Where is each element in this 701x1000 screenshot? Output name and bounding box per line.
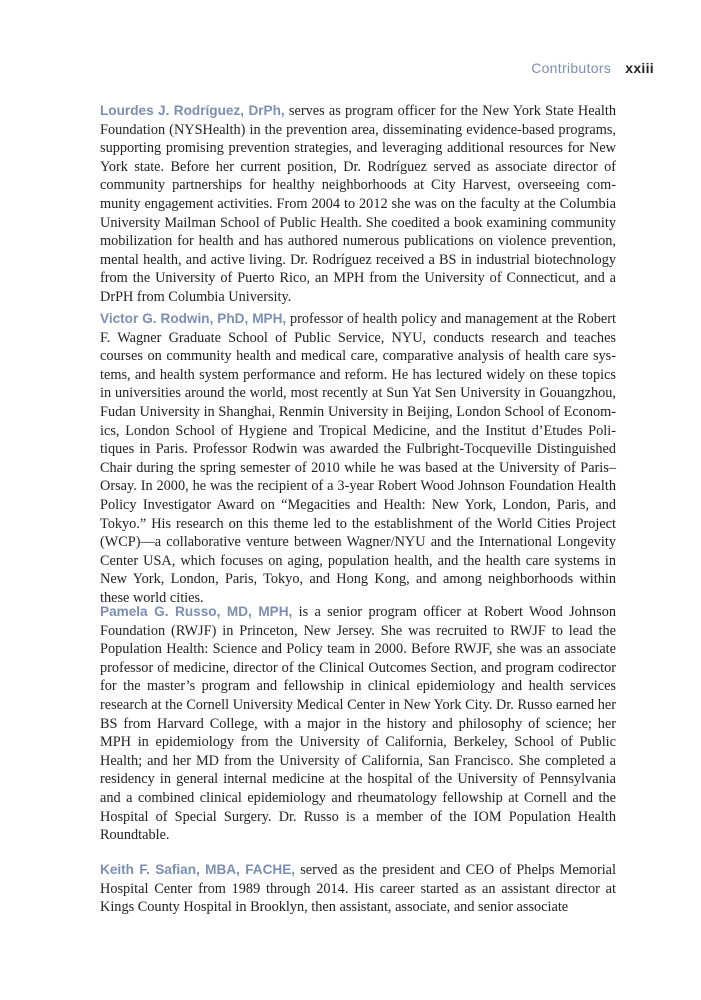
contributor-name: Pamela G. Russo, MD, MPH,	[100, 604, 293, 619]
contributor-bio-russo	[100, 603, 616, 845]
running-header-section: Contributors	[531, 60, 612, 76]
contributor-bio-text: professor of health policy and management at the Robert F. Wagner Graduate School of Public Service, NYU, conducts research and teaches courses on community health and medical care, comparative analysis of health care systems, and health system performance and reform. He has lectured widely on these topics in universities around the world, most recently at Sun Yat Sen University in Gouangzhou, Fudan University in Shanghai, Renmin University in Beijing, London School of Economics, London School of Hygiene and Tropical Medicine, and the Institut d’Etudes Politiques in Paris. Professor Rodwin was awarded the Fulbright-Tocqueville Distinguished Chair during the spring semester of 2010 while he was based at the University of Paris–Orsay. In 2000, he was the recipient of a 3-year Robert Wood Johnson Foundation Health Policy Investigator Award on “Megacities and Health: New York, London, Paris, and Tokyo.” His research on this theme led to the establishment of the World Cities Project (WCP)—a collaborative venture between Wagner/NYU and the International Longevity Center USA, which focuses on aging, population health, and the health care systems in New York, London, Paris, Tokyo, and Hong Kong, and among neighborhoods within these world cities.	[100, 311, 616, 606]
contributor-bio-rodriguez	[100, 102, 616, 307]
contributor-name: Victor G. Rodwin, PhD, MPH,	[100, 311, 287, 326]
contributor-bio-rodwin	[100, 310, 616, 608]
contributor-bio-safian	[100, 861, 616, 917]
running-header	[531, 60, 654, 76]
contributor-bio-text: is a senior program officer at Robert Wood Johnson Foundation (RWJF) in Princeton, New Jersey. She was recruited to RWJF to lead the Population Health: Science and Policy team in 2000. Before RWJF, she was an associate professor of medicine, director of the Clinical Outcomes Section, and program codirector for the master’s program and fellowship in clinical epidemiology and health services research at the Cornell University Medical Center in New York City. Dr. Russo earned her BS from Harvard College, with a major in the history and philosophy of science; her MPH in epidemiology from the University of California, Berkeley, School of Public Health; and her MD from the University of California, San Francisco. She completed a residency in general internal medicine at the hospital of the University of Pennsylvania and a combined clinical epidemiology and rheumatology fellowship at Cornell and the Hospital of Special Surgery. Dr. Russo is a member of the IOM Population Health Roundtable.	[100, 604, 616, 844]
contributor-bio-text: serves as program officer for the New York State Health Foundation (NYSHealth) in the prevention area, disseminating evidence-based programs, supporting promising prevention strategies, and leveraging additional resources for New York state. Before her current position, Dr. Rodríguez served as associate director of community partnerships for healthy neighborhoods at City Harvest, overseeing community engagement activities. From 2004 to 2012 she was on the faculty at the Columbia University Mailman School of Public Health. She coedited a book examining community mobilization for health and has authored numerous publications on violence prevention, mental health, and active living. Dr. Rodríguez received a BS in industrial biotechnology from the University of Puerto Rico, an MPH from the University of Connecticut, and a DrPH from Columbia University.	[100, 103, 616, 305]
contributor-name: Keith F. Safian, MBA, FACHE,	[100, 862, 296, 877]
contributor-name: Lourdes J. Rodríguez, DrPh,	[100, 103, 285, 118]
contributor-bio-text: served as the president and CEO of Phelps Memorial Hospital Center from 1989 through 2014. His career started as an assistant director at Kings County Hospital in Brooklyn, then assistant, associate, and senior associate	[100, 862, 616, 916]
page-number: xxiii	[625, 60, 654, 76]
